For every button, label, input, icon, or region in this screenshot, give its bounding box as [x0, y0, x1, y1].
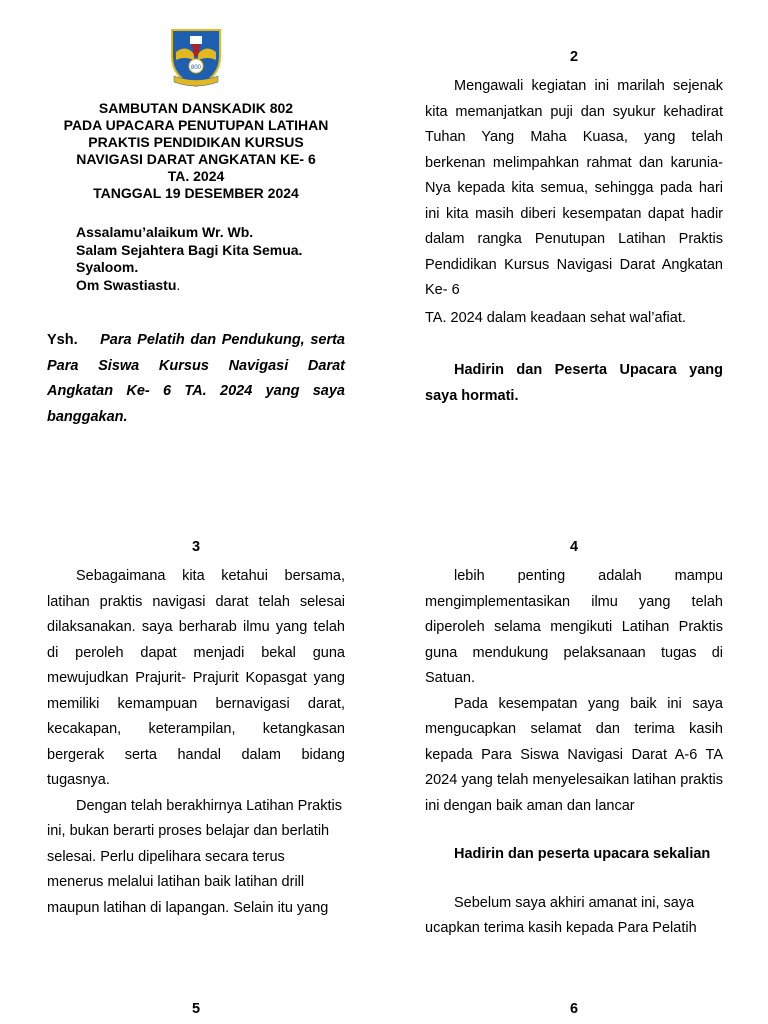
page-number: 3: [191, 539, 201, 555]
emblem-number: 800: [190, 65, 202, 71]
greeting-line: Assalamu’alaikum Wr. Wb.: [76, 224, 254, 240]
title-line: SAMBUTAN DANSKADIK 802: [98, 100, 294, 116]
page-number-6: 6: [569, 1001, 579, 1017]
page-2: [425, 48, 723, 409]
greeting-period: .: [176, 276, 181, 293]
salutation-text: Para Pelatih dan Pendukung, serta Para Siswa Kursus Navigasi Darat Angkatan Ke- 6 TA. 2024 yang saya banggakan.: [47, 332, 345, 425]
page-number-5: 5: [191, 1001, 201, 1017]
paragraph: TA. 2024 dalam keadaan sehat wal’afiat.: [425, 309, 686, 326]
paragraph: Mengawali kegiatan ini marilah sejenak kita memanjatkan puji dan syukur kehadirat Tuhan Yang Maha Kuasa, yang telah berkenan melimpahkan rahmat dan karunia-Nya kepada kita semua, sehingga pada hari ini kita masih diberi kesempatan dapat hadir dalam rangka Penutupan Latihan Praktis Pendidikan Kursus Navigasi Darat Angkatan Ke- 6: [425, 78, 723, 298]
salutation-lead: Ysh.: [47, 332, 78, 348]
page-number: 2: [569, 49, 579, 65]
unit-emblem: [168, 26, 224, 88]
greeting-line: [76, 277, 345, 295]
title-line: PADA UPACARA PENUTUPAN LATIHAN: [63, 117, 329, 133]
speech-title: [47, 100, 345, 202]
title-line: TA. 2024: [167, 168, 225, 184]
paragraph: Dengan telah berakhirnya Latihan Praktis ini, bukan berarti proses belajar dan berlatih selesai. Perlu dipelihara secara terus menerus melalui latihan baik latihan drill maupun latihan di lapangan. Selain itu yang: [47, 797, 342, 916]
page-3: [47, 538, 345, 921]
title-line: TANGGAL 19 DESEMBER 2024: [93, 185, 299, 201]
section-heading: Hadirin dan Peserta Upacara yang saya hormati.: [425, 362, 723, 404]
paragraph: Sebelum saya akhiri amanat ini, saya ucapkan terima kasih kepada Para Pelatih: [425, 894, 697, 936]
greeting-line: Syaloom.: [76, 259, 139, 275]
page-number: 4: [569, 539, 579, 555]
paragraph: Pada kesempatan yang baik ini saya mengucapkan selamat dan terima kasih kepada Para Siswa Navigasi Darat A-6 TA 2024 yang telah menyelesaikan latihan praktis ini dengan baik aman dan lancar: [425, 695, 723, 814]
page-1: [47, 26, 345, 445]
title-line: PRAKTIS PENDIDIKAN KURSUS: [88, 134, 304, 150]
greetings: [76, 224, 345, 294]
paragraph: lebih penting adalah mampu mengimplementasikan ilmu yang telah diperoleh selama mengikuti Latihan Praktis guna mendukung pelaksanaan tugas di Satuan.: [425, 568, 723, 686]
salutation: [47, 328, 345, 430]
page-4: [425, 538, 723, 942]
greeting-text: Om Swastiastu: [76, 276, 177, 293]
greeting-line: Salam Sejahtera Bagi Kita Semua.: [76, 241, 303, 258]
paragraph: Sebagaimana kita ketahui bersama, latihan praktis navigasi darat telah selesai dilaksanakan. saya berharab ilmu yang telah di peroleh dapat menjadi bekal guna mewujudkan Prajurit- Prajurit Kopasgat yang memiliki kemampuan bernavigasi darat, kecakapan, keterampilan, ketangkasan bergerak serta handal dalam bidang tugasnya.: [47, 568, 345, 788]
title-line: NAVIGASI DARAT ANGKATAN KE- 6: [76, 151, 316, 167]
section-heading: Hadirin dan peserta upacara sekalian: [454, 846, 711, 862]
